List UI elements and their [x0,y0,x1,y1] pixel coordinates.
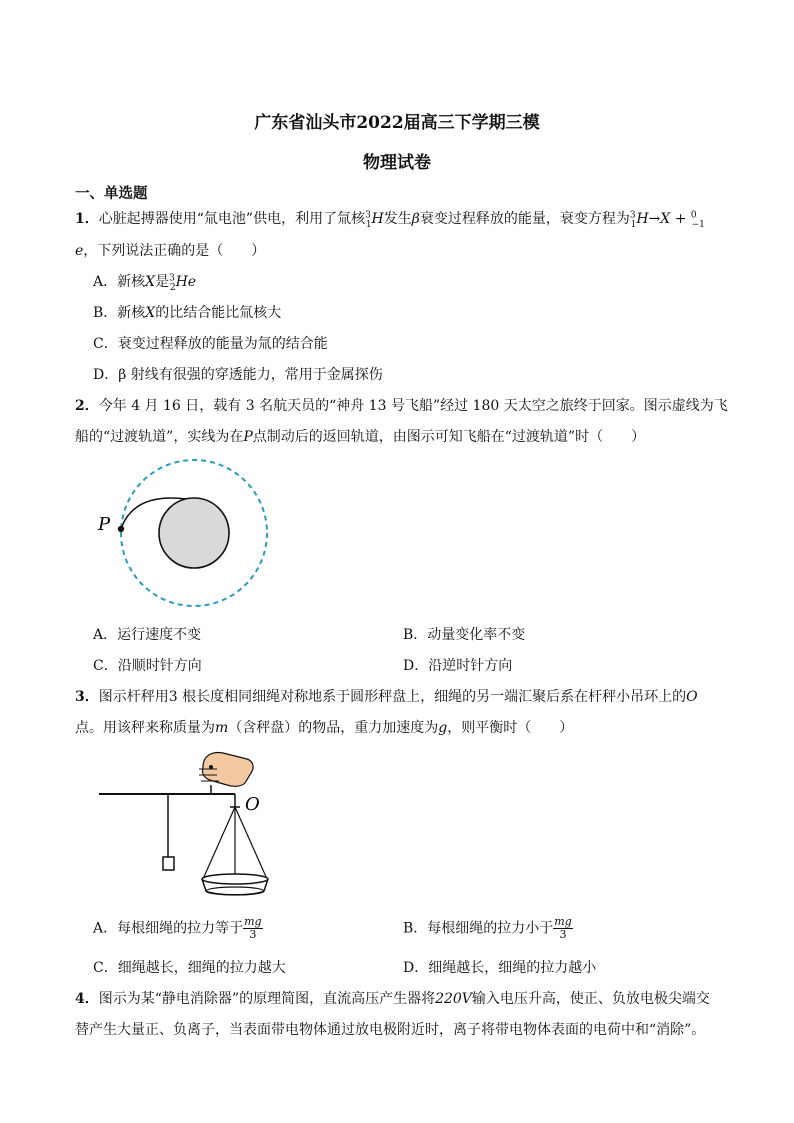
section-heading: 一、单选题 [75,185,148,202]
point-p-label: P [98,514,111,535]
q3-text2b: （含秤盘）的物品，重力加速度为 [228,720,439,736]
q2-text2b: 点制动后的返回轨道，由图示可知飞船在“过渡轨道”时（ ） [252,429,646,445]
q1-electron: e [75,243,84,259]
q1-opt-a-x: X [145,274,156,290]
q1-text-c: 衰变过程释放的能量，衰变方程为 [419,211,630,227]
q1-beta: β [411,211,420,227]
q3-text2c: ，则平衡时（ ） [447,720,574,736]
q4-text1a: 图示为某“静电消除器”的原理简图，直流高压产生器将 [98,991,436,1007]
q3-steelyard-figure [95,745,295,905]
q3-number: 3． [75,689,99,705]
q3-line1 [75,686,698,706]
q4-line1 [75,988,710,1008]
q1-opt-a-pre: A．新核 [93,274,146,290]
q1-eq-x: X [660,211,671,227]
counterweight [163,857,174,870]
q1-line2 [75,240,265,260]
frac-den: 3 [249,928,257,941]
hand-icon [199,753,253,787]
point-o-label: O [245,794,260,815]
scale-pan-bottom [206,887,264,895]
q3-text1a: 图示杆秤用 [98,689,169,705]
q2-option-c[interactable]: C．沿顺时针方向 [93,658,202,674]
q3-option-b[interactable] [403,916,573,941]
q3-three: 3 [168,689,178,705]
q4-line2: 替产生大量正、负离子，当表面带电物体通过放电极附近时，离子将带电物体表面的电荷中和“消除”。 [75,1022,706,1038]
q1-opt-b-x: X [145,305,156,321]
q1-eq-arrow: → [648,211,661,227]
rope-left [203,807,235,879]
q1-eq-plus: + [674,211,687,227]
q3-opt-b-text: B．每根细绳的拉力小于 [403,920,554,937]
q3-option-a[interactable] [93,916,263,941]
q1-opt-b-rest: 的比结合能比氚核大 [155,305,282,321]
frac-den: 3 [559,928,567,941]
q1-eq-e-charge: −1 [691,219,705,230]
q1-opt-b-pre: B．新核 [93,305,146,321]
q3-opt-a-fraction [243,916,262,941]
q3-opt-b-fraction [553,916,572,941]
q1-opt-a-mid: 是 [155,274,170,290]
q2-option-d[interactable]: D．沿逆时针方向 [403,658,513,674]
page-title: 广东省汕头市2022届高三下学期三模 [254,113,540,133]
q2-point-p: P [243,429,253,445]
q1-opt-a-mass: 3 [169,273,175,284]
q3-gravity: g [438,720,448,736]
q1-tritium-symbol: H [371,211,384,227]
q4-number: 4． [75,991,99,1007]
page-subtitle: 物理试卷 [363,153,431,173]
point-p-dot [118,526,124,532]
q3-option-c[interactable]: C．细绳越长，细绳的拉力越大 [93,960,286,976]
q1-opt-a-charge: 2 [169,282,176,293]
earth-disc [159,498,229,568]
q1-option-c[interactable]: C．衰变过程释放的能量为氚的结合能 [93,336,328,352]
q1-option-b[interactable] [93,302,281,322]
q1-text-a: 心脏起搏器使用“氚电池”供电，利用了氚核 [98,211,366,227]
q2-number: 2． [75,398,99,414]
frac-num: mg [554,915,572,928]
rope-right [235,807,267,879]
q3-mass: m [215,720,229,736]
q1-eq-h: H [636,211,649,227]
q1-option-d[interactable]: D．β 射线有很强的穿透能力，常用于金属探伤 [93,367,383,383]
q1-option-a[interactable] [93,271,196,293]
q1-eq-e-mass: 0 [690,210,697,221]
q4-voltage: 220V [435,991,472,1007]
q2-line1 [75,395,728,415]
q1-opt-a-he: He [175,274,197,290]
q2-orbit-figure [90,455,280,615]
q3-option-d[interactable]: D．细绳越长，细绳的拉力越小 [403,960,597,976]
q1-eq-charge: 1 [630,219,637,230]
q1-number: 1． [75,211,99,227]
q1-tritium-charge: 1 [365,219,372,230]
q4-text1b: 输入电压升高，使正、负放电极尖端交 [471,991,710,1007]
scale-pan-rim [202,874,268,884]
q2-text2a: 船的“过渡轨道”，实线为在 [75,429,244,445]
q3-line2 [75,717,573,737]
q1-tritium-mass: 3 [365,210,371,221]
q1-text-b: 发生 [383,211,412,227]
q2-line2 [75,426,645,446]
q1-line1 [75,208,705,230]
q3-point-o: O [686,689,698,705]
q1-eq-mass: 3 [629,210,636,221]
q2-option-a[interactable]: A．运行速度不变 [93,627,202,643]
q2-option-b[interactable]: B．动量变化率不变 [403,627,526,643]
q3-opt-a-text: A．每根细绳的拉力等于 [93,920,244,937]
q1-prompt: ，下列说法正确的是（ ） [83,243,266,259]
frac-num: mg [244,915,262,928]
q3-text1b: 根长度相同细绳对称地系于圆形秤盘上，细绳的另一端汇聚后系在杆秤小吊环上的 [177,689,687,705]
q3-text2a: 点。用该秤来称质量为 [75,720,215,736]
q2-text1: 今年 4 月 16 日，载有 3 名航天员的“神舟 13 号飞船”经过 180 天太空之旅终于回家。图示虚线为飞 [98,398,728,414]
